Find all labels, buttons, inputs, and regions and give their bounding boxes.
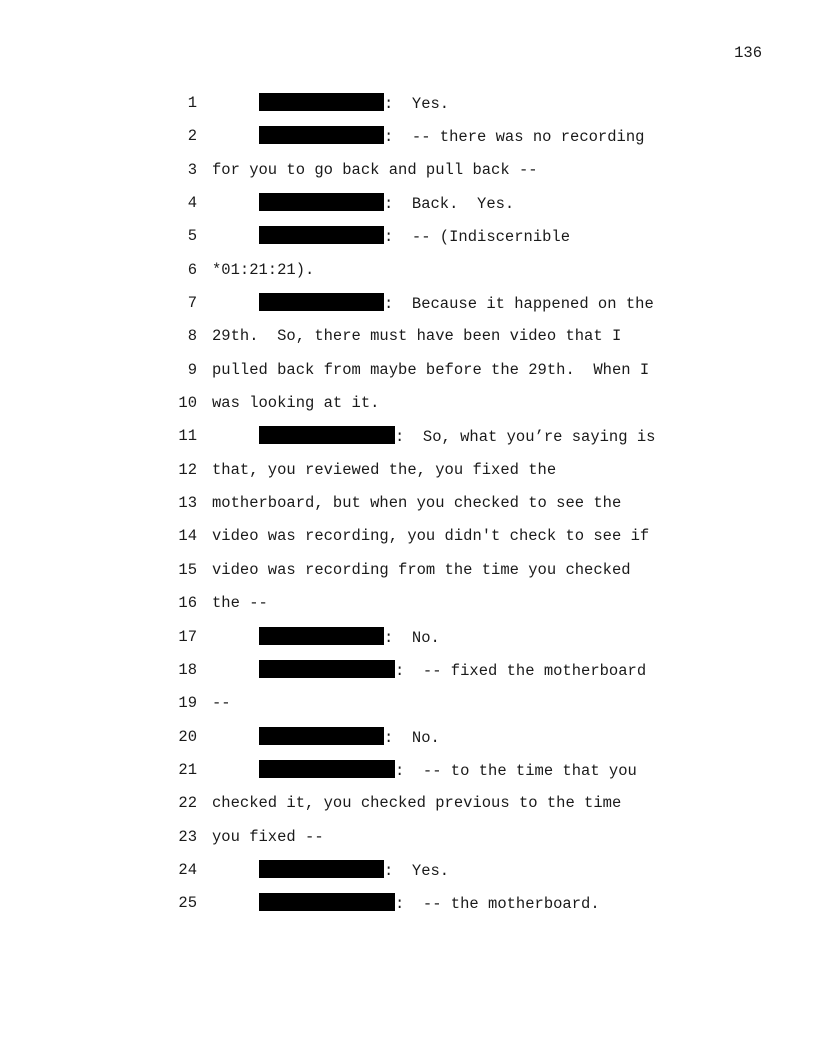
transcript-line xyxy=(0,793,816,826)
line-text xyxy=(212,693,231,713)
line-content: : No. xyxy=(384,628,440,647)
line-content: motherboard, but when you checked to see the xyxy=(212,494,622,513)
transcript-line xyxy=(0,760,816,793)
transcript-line xyxy=(0,693,816,726)
line-number: 21 xyxy=(178,760,197,779)
line-number: 9 xyxy=(187,360,197,379)
line-content: : -- there was no recording xyxy=(384,128,645,147)
redacted-speaker-name xyxy=(259,660,395,678)
line-content: video was recording, you didn't check to see if xyxy=(212,527,650,546)
transcript-line xyxy=(0,560,816,593)
line-content: 29th. So, there must have been video that I xyxy=(212,327,622,346)
line-number: 6 xyxy=(187,260,197,279)
line-text xyxy=(212,160,538,180)
line-text xyxy=(259,193,514,214)
line-text xyxy=(212,393,379,413)
redacted-speaker-name xyxy=(259,93,384,111)
line-number: 24 xyxy=(178,860,197,879)
line-number: 20 xyxy=(178,727,197,746)
line-text xyxy=(259,660,646,681)
line-content: *01:21:21). xyxy=(212,260,315,279)
line-number: 2 xyxy=(187,127,197,146)
transcript-line xyxy=(0,226,816,259)
redacted-speaker-name xyxy=(259,193,384,211)
line-number: 23 xyxy=(178,827,197,846)
line-text xyxy=(259,627,440,648)
line-text xyxy=(212,360,649,380)
transcript-line xyxy=(0,160,816,193)
redacted-speaker-name xyxy=(259,860,384,878)
line-text xyxy=(212,560,631,580)
line-content: you fixed -- xyxy=(212,827,324,846)
line-text xyxy=(212,793,621,813)
line-number: 22 xyxy=(178,794,197,813)
line-number: 4 xyxy=(187,194,197,213)
redacted-speaker-name xyxy=(259,426,395,444)
line-number: 8 xyxy=(187,327,197,346)
line-content: : Yes. xyxy=(384,861,450,880)
line-content: : -- to the time that you xyxy=(395,761,637,780)
transcript-line xyxy=(0,627,816,660)
line-content: the -- xyxy=(212,594,268,613)
line-text xyxy=(212,493,621,513)
transcript-line xyxy=(0,460,816,493)
transcript-line xyxy=(0,126,816,159)
line-content: -- xyxy=(212,694,231,713)
transcript-line xyxy=(0,260,816,293)
line-text xyxy=(259,126,644,147)
transcript-line xyxy=(0,893,816,926)
line-text xyxy=(259,293,654,314)
line-text xyxy=(212,260,314,280)
line-number: 7 xyxy=(187,294,197,313)
redacted-speaker-name xyxy=(259,727,384,745)
line-number: 25 xyxy=(178,894,197,913)
page-number: 136 xyxy=(734,44,762,62)
transcript-line xyxy=(0,593,816,626)
line-number: 13 xyxy=(178,494,197,513)
transcript-line xyxy=(0,860,816,893)
line-number: 12 xyxy=(178,460,197,479)
line-text xyxy=(212,326,621,346)
line-number: 1 xyxy=(187,94,197,112)
line-content: pulled back from maybe before the 29th. When I xyxy=(212,360,650,379)
transcript-line xyxy=(0,493,816,526)
line-text xyxy=(259,93,449,114)
line-content: : No. xyxy=(384,728,440,747)
transcript-line xyxy=(0,326,816,359)
line-content: : Back. Yes. xyxy=(384,195,515,214)
line-text xyxy=(259,860,449,881)
line-number: 19 xyxy=(178,694,197,713)
redacted-speaker-name xyxy=(259,293,384,311)
redacted-speaker-name xyxy=(259,760,395,778)
redacted-speaker-name xyxy=(259,893,395,911)
line-content: was looking at it. xyxy=(212,394,380,413)
line-content: video was recording from the time you checked xyxy=(212,560,631,579)
transcript-line xyxy=(0,660,816,693)
line-text xyxy=(212,593,268,613)
transcript-line xyxy=(0,393,816,426)
transcript-line xyxy=(0,193,816,226)
line-number: 10 xyxy=(178,394,197,413)
line-text xyxy=(212,526,649,546)
line-number: 3 xyxy=(187,160,197,179)
transcript-line xyxy=(0,727,816,760)
line-content: : Yes. xyxy=(384,95,450,113)
transcript-line xyxy=(0,360,816,393)
line-number: 16 xyxy=(178,594,197,613)
transcript-line xyxy=(0,827,816,860)
line-number: 14 xyxy=(178,527,197,546)
transcript-line xyxy=(0,293,816,326)
line-number: 11 xyxy=(178,427,197,446)
line-content: : -- the motherboard. xyxy=(395,895,600,914)
line-content: : So, what you’re saying is xyxy=(395,428,656,447)
line-content: for you to go back and pull back -- xyxy=(212,160,538,179)
transcript-line xyxy=(0,526,816,559)
redacted-speaker-name xyxy=(259,226,384,244)
line-number: 5 xyxy=(187,227,197,246)
line-content: that, you reviewed the, you fixed the xyxy=(212,460,557,479)
line-number: 18 xyxy=(178,660,197,679)
line-text xyxy=(212,827,324,847)
line-text xyxy=(259,226,570,247)
line-content: : -- (Indiscernible xyxy=(384,228,571,247)
line-content: checked it, you checked previous to the time xyxy=(212,794,622,813)
line-text xyxy=(212,460,556,480)
line-text xyxy=(259,727,440,748)
line-text xyxy=(259,760,637,781)
line-content: : -- fixed the motherboard xyxy=(395,661,647,680)
transcript-line xyxy=(0,426,816,459)
transcript-body xyxy=(0,93,816,927)
redacted-speaker-name xyxy=(259,126,384,144)
transcript-line xyxy=(0,93,816,126)
line-text xyxy=(259,426,655,447)
line-text xyxy=(259,893,600,914)
redacted-speaker-name xyxy=(259,627,384,645)
line-content: : Because it happened on the xyxy=(384,295,654,314)
line-number: 17 xyxy=(178,627,197,646)
line-number: 15 xyxy=(178,560,197,579)
